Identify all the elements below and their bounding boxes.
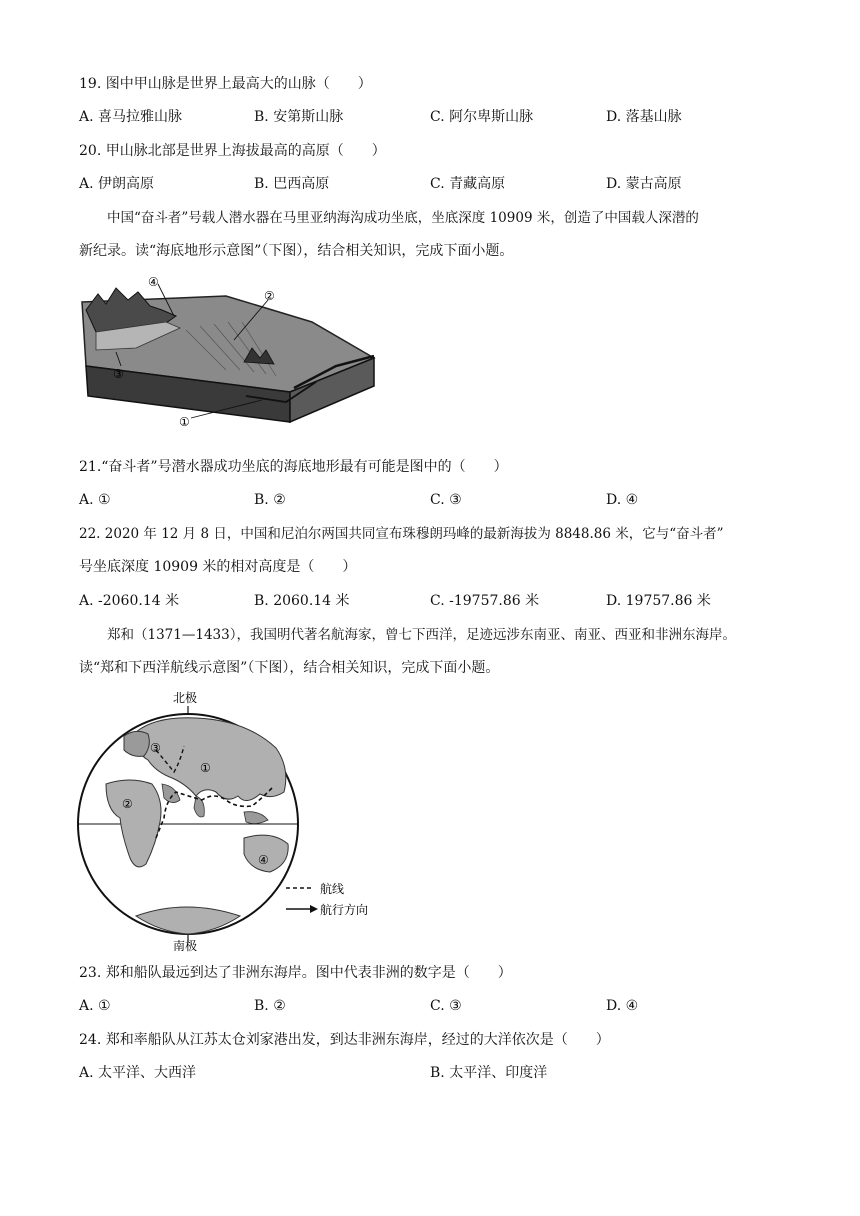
north-pole-label: 北极 bbox=[173, 691, 198, 705]
seafloor-diagram bbox=[76, 270, 376, 432]
seafloor-label-1: ① bbox=[179, 415, 190, 429]
globe-map-svg bbox=[76, 688, 386, 952]
seafloor-label-2: ② bbox=[264, 289, 275, 303]
q19-stem: 19. 图中甲山脉是世界上最高大的山脉（ ） bbox=[79, 76, 372, 92]
q21-option-b[interactable]: B. ② bbox=[254, 492, 286, 508]
passage1-line1: 中国“奋斗者”号载人潜水器在马里亚纳海沟成功坐底，坐底深度 10909 米，创造了中国载人深潜的 bbox=[107, 210, 699, 226]
q20-option-b[interactable]: B. 巴西高原 bbox=[254, 176, 330, 192]
south-pole-label: 南极 bbox=[173, 939, 198, 952]
q20-option-d[interactable]: D. 蒙古高原 bbox=[606, 176, 682, 192]
passage1-line2: 新纪录。读“海底地形示意图”（下图），结合相关知识，完成下面小题。 bbox=[79, 243, 514, 259]
q22-stem-line2: 号坐底深度 10909 米的相对高度是（ ） bbox=[79, 559, 357, 575]
q21-stem: 21.“奋斗者”号潜水器成功坐底的海底地形最有可能是图中的（ ） bbox=[79, 459, 508, 475]
q19-option-b[interactable]: B. 安第斯山脉 bbox=[254, 109, 344, 125]
globe-label-4: ④ bbox=[258, 853, 269, 867]
q21-option-a[interactable]: A. ① bbox=[79, 492, 111, 508]
legend-direction-label: 航行方向 bbox=[320, 903, 369, 917]
q23-option-d[interactable]: D. ④ bbox=[606, 998, 639, 1014]
globe-label-1: ① bbox=[200, 761, 211, 775]
q22-stem-line1: 22. 2020 年 12 月 8 日，中国和尼泊尔两国共同宣布珠穆朗玛峰的最新海拔为 8848.86 米，它与“奋斗者” bbox=[79, 526, 724, 542]
q23-option-b[interactable]: B. ② bbox=[254, 998, 286, 1014]
q24-option-b[interactable]: B. 太平洋、印度洋 bbox=[430, 1065, 548, 1081]
seafloor-label-3: ③ bbox=[113, 367, 124, 381]
q21-option-c[interactable]: C. ③ bbox=[430, 492, 462, 508]
q20-option-a[interactable]: A. 伊朗高原 bbox=[79, 176, 155, 192]
q24-option-a[interactable]: A. 太平洋、大西洋 bbox=[79, 1065, 197, 1081]
globe-label-2: ② bbox=[122, 797, 133, 811]
q21-option-d[interactable]: D. ④ bbox=[606, 492, 639, 508]
q22-option-a[interactable]: A. -2060.14 米 bbox=[79, 593, 180, 609]
q19-option-d[interactable]: D. 落基山脉 bbox=[606, 109, 682, 125]
q20-stem: 20. 甲山脉北部是世界上海拔最高的高原（ ） bbox=[79, 143, 386, 159]
q22-option-b[interactable]: B. 2060.14 米 bbox=[254, 593, 350, 609]
q19-option-a[interactable]: A. 喜马拉雅山脉 bbox=[79, 109, 183, 125]
q19-option-c[interactable]: C. 阿尔卑斯山脉 bbox=[430, 109, 534, 125]
q23-option-a[interactable]: A. ① bbox=[79, 998, 111, 1014]
globe-label-3: ③ bbox=[150, 741, 161, 755]
legend-route-label: 航线 bbox=[320, 882, 345, 896]
seafloor-diagram-svg bbox=[76, 270, 376, 432]
passage2-line1: 郑和（1371—1433），我国明代著名航海家，曾七下西洋，足迹远涉东南亚、南亚、西亚和非洲东海岸。 bbox=[107, 627, 736, 643]
q20-option-c[interactable]: C. 青藏高原 bbox=[430, 176, 506, 192]
q23-option-c[interactable]: C. ③ bbox=[430, 998, 462, 1014]
passage2-line2: 读“郑和下西洋航线示意图”（下图），结合相关知识，完成下面小题。 bbox=[79, 660, 500, 676]
seafloor-label-4: ④ bbox=[148, 275, 159, 289]
q22-option-d[interactable]: D. 19757.86 米 bbox=[606, 593, 711, 609]
q23-stem: 23. 郑和船队最远到达了非洲东海岸。图中代表非洲的数字是（ ） bbox=[79, 965, 512, 981]
q22-option-c[interactable]: C. -19757.86 米 bbox=[430, 593, 540, 609]
q24-stem: 24. 郑和率船队从江苏太仓刘家港出发，到达非洲东海岸，经过的大洋依次是（ ） bbox=[79, 1032, 610, 1048]
globe-map bbox=[76, 688, 386, 952]
